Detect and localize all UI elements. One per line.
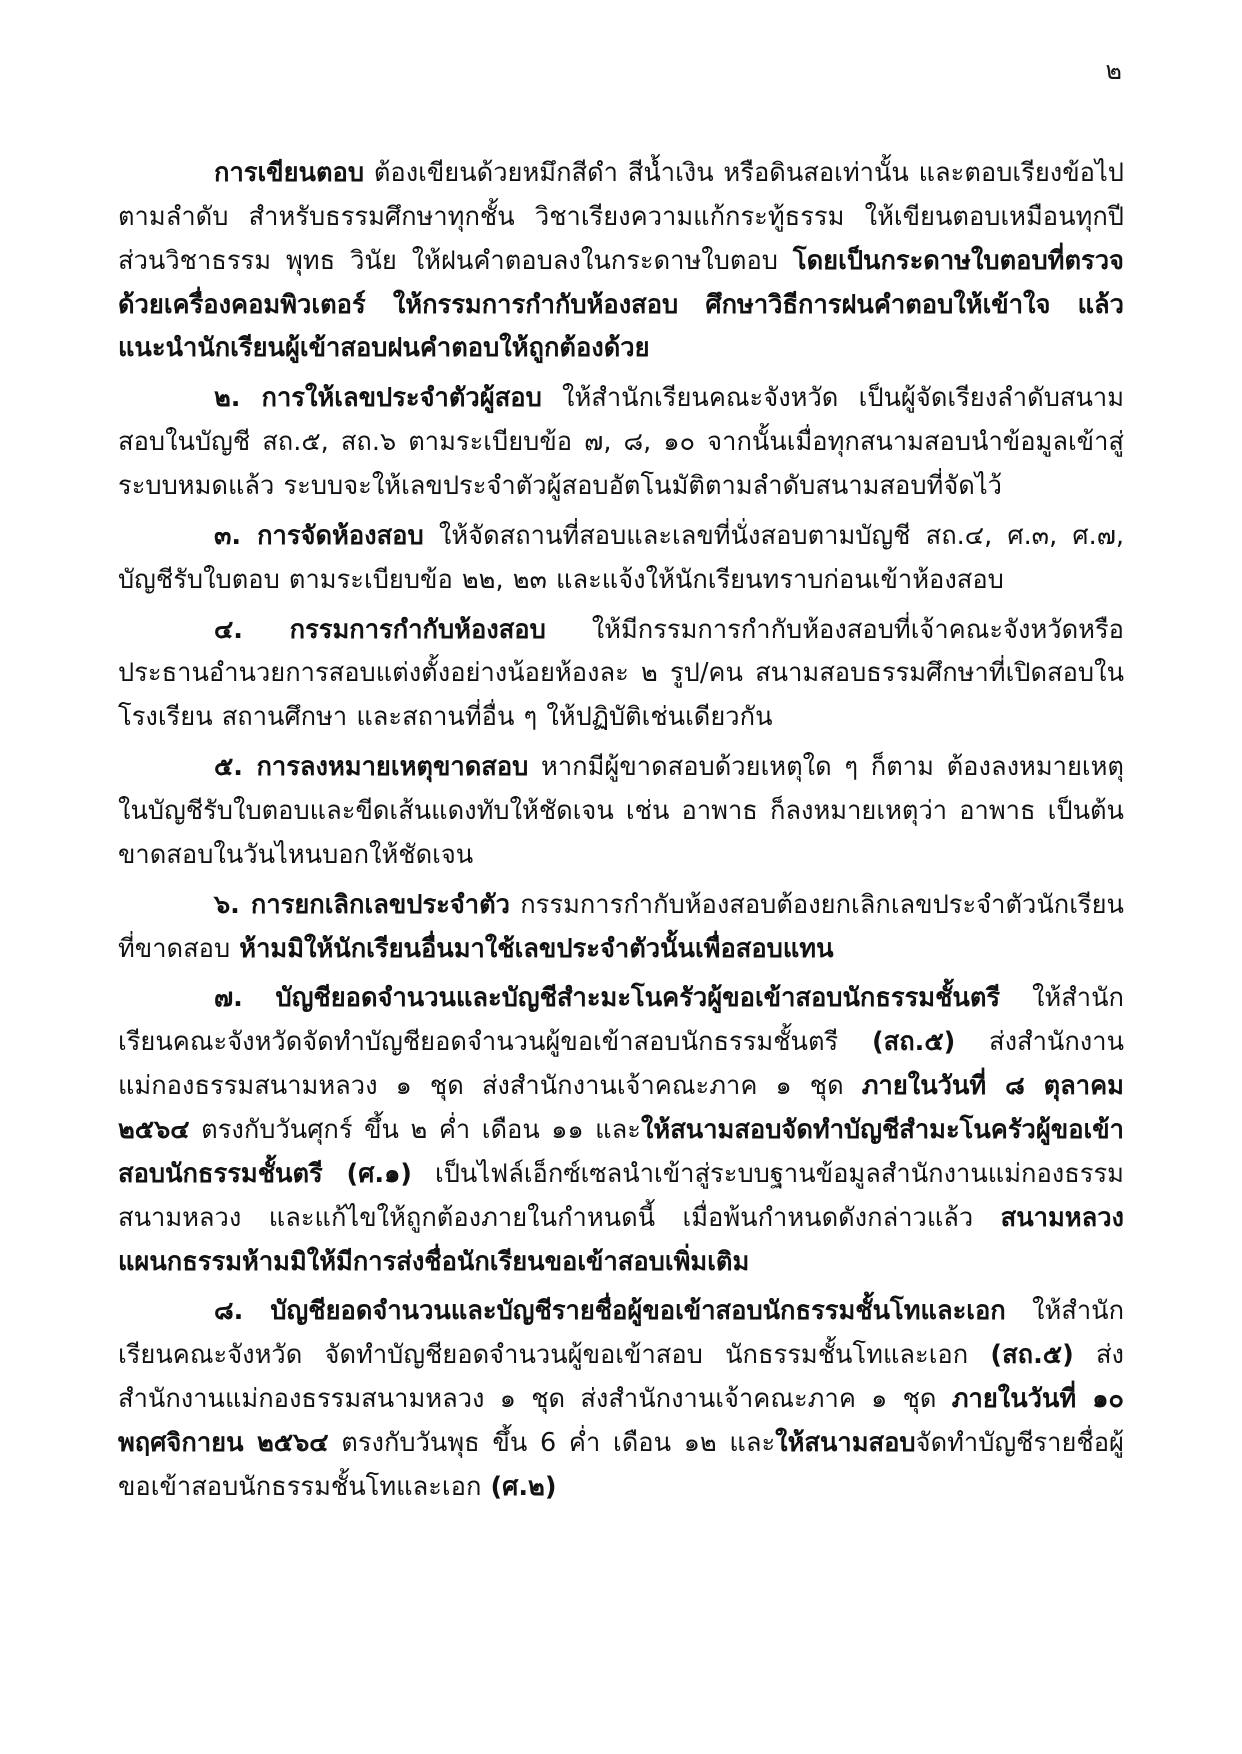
text-run: ส่งสำนักงานแม่กองธรรมสนามหลวง ๑ ชุด ส่งสำนักงานเจ้าคณะภาค ๑ ชุด [118, 1027, 1125, 1102]
text-run-bold: ภายในวันที่ ๘ ตุลาคม ๒๕๖๔ [118, 1071, 1124, 1146]
text-run-bold: (ศ.๒) [490, 1471, 557, 1502]
text-run-bold: ภายในวันที่ ๑๐ พฤศจิกายน ๒๕๖๔ [118, 1384, 1124, 1459]
text-run: ต้องเขียนด้วยหมึกสีดำ สีน้ำเงิน หรือดินสอเท่านั้น และตอบเรียงข้อไปตามลำดับ สำหรับธรรมศึกษาทุกชั้น วิชาเรียงความแก้กระทู้ธรรม ให้เขียนตอบเหมือนทุกปี ส่วนวิชาธรรม พุทธ วินัย ให้ฝนคำตอบลงในกระดาษใบตอบ [118, 158, 1124, 276]
text-run: ตรงกับวันพุธ ขึ้น 6 ค่ำ เดือน ๑๒ และ [328, 1428, 776, 1459]
text-run-bold: ๒. การให้เลขประจำตัวผู้สอบ [214, 383, 542, 414]
paragraph [118, 609, 1124, 741]
paragraph [118, 746, 1124, 878]
text-run: ให้จัดสถานที่สอบและเลขที่นั่งสอบตามบัญชี สถ.๔, ศ.๓, ศ.๗, บัญชีรับใบตอบ ตามระเบียบข้อ ๒๒, ๒๓ และแจ้งให้นักเรียนทราบก่อนเข้าห้องสอบ [118, 520, 1124, 595]
paragraph [118, 884, 1124, 972]
text-run-bold: ให้สนามสอบจัดทำบัญชีสำมะโนครัวผู้ขอเข้าสอบนักธรรมชั้นตรี (ศ.๑) [118, 1115, 1124, 1189]
text-run: ให้สำนักเรียนคณะจังหวัด เป็นผู้จัดเรียงลำดับสนามสอบในบัญชี สถ.๕, สถ.๖ ตามระเบียบข้อ ๗, ๘, ๑๐ จากนั้นเมื่อทุกสนามสอบนำข้อมูลเข้าสู่ระบบหมดแล้ว ระบบจะให้เลขประจำตัวผู้สอบอัตโนมัติตามลำดับสนามสอบที่จัดไว้ [118, 383, 1124, 502]
text-run-bold: ๖. การยกเลิกเลขประจำตัว [214, 889, 510, 920]
text-run-bold: การเขียนตอบ [214, 158, 365, 188]
text-run-bold: ให้สนามสอบ [775, 1428, 916, 1459]
text-run-bold: (สถ.๕) [990, 1340, 1074, 1371]
text-run-bold: ๕. การลงหมายเหตุขาดสอบ [214, 752, 529, 783]
text-run: กรรมการกำกับห้องสอบต้องยกเลิกเลขประจำตัวนักเรียนที่ขาดสอบ [118, 889, 1124, 964]
text-run: ให้สำนักเรียนคณะจังหวัดจัดทำบัญชียอดจำนวนผู้ขอเข้าสอบนักธรรมชั้นตรี [118, 983, 1124, 1058]
text-run: จัดทำบัญชีรายชื่อผู้ขอเข้าสอบนักธรรมชั้นโทและเอก [118, 1428, 1124, 1502]
document-body [118, 152, 1124, 1510]
text-run: เป็นไฟล์เอ็กซ์เซลนำเข้าสู่ระบบฐานข้อมูลสำนักงานแม่กองธรรมสนามหลวง และแก้ไขให้ถูกต้องภายในกำหนดนี้ เมื่อพ้นกำหนดดังกล่าวแล้ว [118, 1158, 1124, 1233]
text-run: ให้มีกรรมการกำกับห้องสอบที่เจ้าคณะจังหวัดหรือประธานอำนวยการสอบแต่งตั้งอย่างน้อยห้องละ ๒ รูป/คน สนามสอบธรรมศึกษาที่เปิดสอบในโรงเรียน สถานศึกษา และสถานที่อื่น ๆ ให้ปฏิบัติเช่นเดียวกัน [118, 614, 1124, 733]
paragraph [118, 515, 1124, 603]
text-run-bold: ๘. บัญชียอดจำนวนและบัญชีรายชื่อผู้ขอเข้าสอบนักธรรมชั้นโทและเอก [214, 1296, 1006, 1327]
text-run-bold: สนามหลวงแผนกธรรมห้ามมิให้มีการส่งชื่อนักเรียนขอเข้าสอบเพิ่มเติม [118, 1202, 1124, 1277]
paragraph [118, 977, 1124, 1284]
text-run: ให้สำนักเรียนคณะจังหวัด จัดทำบัญชียอดจำนวนผู้ขอเข้าสอบ นักธรรมชั้นโทและเอก [118, 1296, 1125, 1371]
page-number: ๒ [1105, 56, 1122, 85]
text-run: หากมีผู้ขาดสอบด้วยเหตุใด ๆ ก็ตาม ต้องลงหมายเหตุในบัญชีรับใบตอบและขีดเส้นแดงทับให้ชัดเจน เช่น อาพาธ ก็ลงหมายเหตุว่า อาพาธ เป็นต้น ขาดสอบในวันไหนบอกให้ชัดเจน [118, 752, 1124, 870]
text-run-bold: โดยเป็นกระดาษใบตอบที่ตรวจด้วยเครื่องคอมพิวเตอร์ ให้กรรมการกำกับห้องสอบ ศึกษาวิธีการฝนคำตอบให้เข้าใจ แล้วแนะนำนักเรียนผู้เข้าสอบฝนคำตอบให้ถูกต้องด้วย [118, 245, 1124, 364]
paragraph [118, 152, 1124, 371]
text-run-bold: ๓. การจัดห้องสอบ [214, 520, 424, 551]
text-run: ส่งสำนักงานแม่กองธรรมสนามหลวง ๑ ชุด ส่งสำนักงานเจ้าคณะภาค ๑ ชุด [118, 1340, 1124, 1415]
paragraph [118, 1290, 1124, 1509]
text-run: ตรงกับวันศุกร์ ขึ้น ๒ ค่ำ เดือน ๑๑ และ [189, 1115, 641, 1146]
text-run-bold: ห้ามมิให้นักเรียนอื่นมาใช้เลขประจำตัวนั้นเพื่อสอบแทน [239, 933, 834, 964]
text-run-bold: ๗. บัญชียอดจำนวนและบัญชีสำะมะโนครัวผู้ขอเข้าสอบนักธรรมชั้นตรี [214, 983, 1001, 1014]
text-run-bold: ๔. กรรมการกำกับห้องสอบ [214, 614, 546, 645]
paragraph [118, 377, 1124, 509]
text-run-bold: (สถ.๕) [871, 1027, 956, 1058]
